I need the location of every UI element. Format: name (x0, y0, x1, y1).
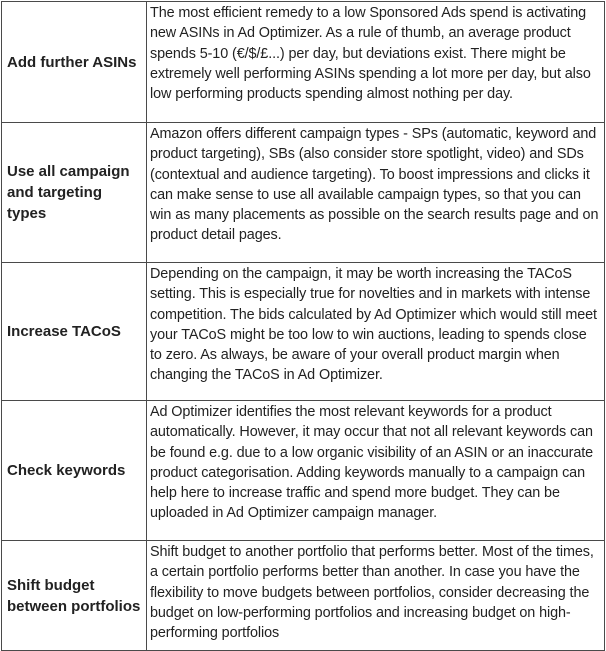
table-row (2, 263, 605, 401)
row-description: The most efficient remedy to a low Sponsored Ads spend is activating new ASINs in Ad Optimizer. As a rule of thumb, an average product spends 5-10 (€/$/£...) per day, but deviations exist. There might be extremely well performing ASINs spending a lot more per day, but also low performing products spending almost nothing per day. (147, 2, 605, 123)
row-description: Ad Optimizer identifies the most relevant keywords for a product automatically. However, it may occur that not all relevant keywords can be found e.g. due to a low organic visibility of an ASIN or an inaccurate product categorisation. Adding keywords manually to a campaign can help here to increase traffic and spend more budget. They can be uploaded in Ad Optimizer campaign manager. (147, 401, 605, 541)
row-description: Depending on the campaign, it may be worth increasing the TACoS setting. This is especially true for novelties and in markets with intense competition. The bids calculated by Ad Optimizer which would still meet your TACoS might be too low to win auctions, leading to spends close to zero. As always, be aware of your overall product margin when changing the TACoS in Ad Optimizer. (147, 263, 605, 401)
table-row (2, 401, 605, 541)
row-title: Add further ASINs (2, 2, 147, 123)
row-title: Shift budget between portfolios (2, 541, 147, 651)
row-description: Amazon offers different campaign types - SPs (automatic, keyword and product targeting), SBs (also consider store spotlight, video) and SDs (contextual and audience targeting). To boost impressions and clicks it can make sense to use all available campaign types, so that you can win as many placements as possible on the search results page and on product detail pages. (147, 123, 605, 263)
row-title: Increase TACoS (2, 263, 147, 401)
table-row (2, 2, 605, 123)
table-row (2, 123, 605, 263)
tips-table (1, 1, 605, 651)
row-description: Shift budget to another portfolio that performs better. Most of the times, a certain portfolio performs better than another. In case you have the flexibility to move budgets between portfolios, consider decreasing the budget on low-performing portfolios and increasing budget on high-performing portfolios (147, 541, 605, 651)
row-title: Check keywords (2, 401, 147, 541)
row-title: Use all campaign and targeting types (2, 123, 147, 263)
table-row (2, 541, 605, 651)
